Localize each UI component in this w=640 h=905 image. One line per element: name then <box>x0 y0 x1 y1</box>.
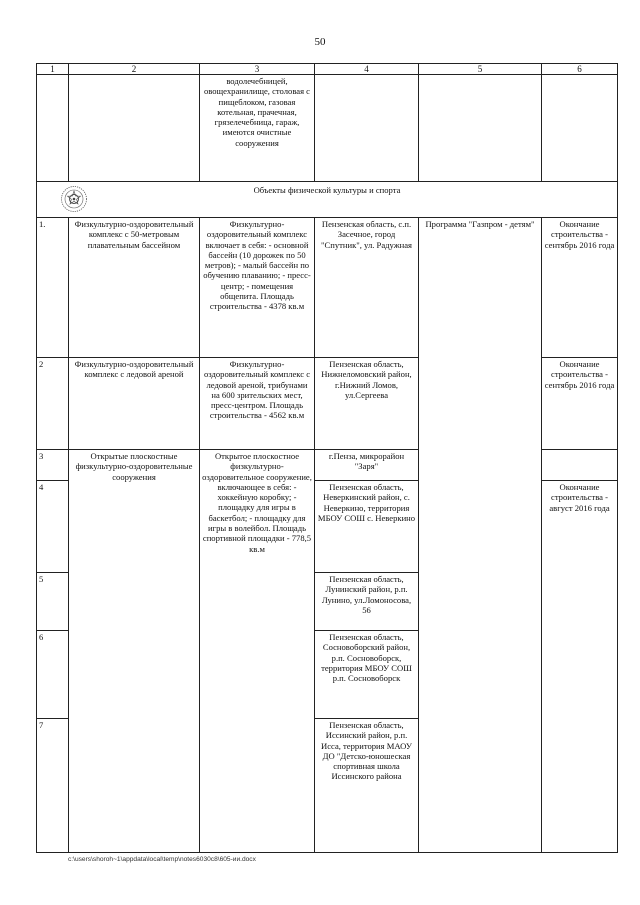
section-header-cell <box>37 182 618 218</box>
row-number: 3 <box>37 450 69 481</box>
cell-empty <box>37 75 69 182</box>
section-title: Объекты физической культуры и спорта <box>253 185 401 195</box>
column-header-2: 2 <box>69 64 200 75</box>
object-location: Пензенская область, Иссинский район, р.п. Исса, территория МАОУ ДО "Детско-юношеская спортивная школа Иссинского района <box>315 719 419 853</box>
cell-empty <box>69 75 200 182</box>
file-path-footer: c:\users\shoroh~1\appdata\local\temp\notes6030c8\605-ии.docx <box>68 856 256 863</box>
construction-deadline: Окончание строительства - сентябрь 2016 года <box>542 358 618 450</box>
stamp-emblem-icon <box>60 185 88 213</box>
row-number: 2 <box>37 358 69 450</box>
row-number: 5 <box>37 573 69 631</box>
row-number: 7 <box>37 719 69 853</box>
continuation-description: водолечебницей, овощехранилище, столовая с пищеблоком, газовая котельная, прачечная, грязелечебница, гараж, имеются очистные сооружения <box>200 75 315 182</box>
header-row <box>37 64 618 75</box>
continuation-row <box>37 75 618 182</box>
cell-empty <box>419 75 542 182</box>
cell-empty <box>315 75 419 182</box>
row-number: 4 <box>37 481 69 573</box>
object-description: Физкультурно-оздоровительный комплекс с ледовой ареной, трибунами на 600 зрительских мест, пресс-центром. Площадь строительства - 4562 кв.м <box>200 358 315 450</box>
object-location: Пензенская область, с.п. Засечное, город "Спутник", ул. Радужная <box>315 218 419 358</box>
column-header-5: 5 <box>419 64 542 75</box>
object-location: г.Пенза, микрорайон "Заря" <box>315 450 419 481</box>
object-description: Физкультурно-оздоровительный комплекс включает в себя: - основной бассейн (10 дорожек по 50 метров); - малый бассейн по обучению плаванию; - пресс-центр; - помещения общепита. Площадь строительства - 4378 кв.м <box>200 218 315 358</box>
object-location: Пензенская область, Лунинский район, р.п. Лунино, ул.Ломоносова, 56 <box>315 573 419 631</box>
funding-program: Программа "Газпром - детям" <box>419 218 542 853</box>
object-name: Открытые плоскостные физкультурно-оздоровительные сооружения <box>69 450 200 853</box>
objects-table <box>36 63 618 853</box>
object-location: Пензенская область, Нижнеломовский район, г.Нижний Ломов, ул.Сергеева <box>315 358 419 450</box>
section-row <box>37 182 618 218</box>
object-name: Физкультурно-оздоровительный комплекс с ледовой ареной <box>69 358 200 450</box>
object-location: Пензенская область, Сосновоборский район, р.п. Сосновоборск, территория МБОУ СОШ р.п. Сосновоборск <box>315 631 419 719</box>
object-name: Физкультурно-оздоровительный комплекс с 50-метровым плавательным бассейном <box>69 218 200 358</box>
cell-empty <box>542 75 618 182</box>
column-header-3: 3 <box>200 64 315 75</box>
table-row <box>37 218 618 358</box>
object-description: Открытое плоскостное физкультурно-оздоровительное сооружение, включающее в себя: - хоккейную коробку; - площадку для игры в баскетбол; - площадку для игры в волейбол. Площадь спортивной площадки - 778,5 кв.м <box>200 450 315 853</box>
column-header-6: 6 <box>542 64 618 75</box>
construction-deadline: Окончание строительства - сентябрь 2016 года <box>542 218 618 358</box>
column-header-1: 1 <box>37 64 69 75</box>
row-number: 6 <box>37 631 69 719</box>
construction-deadline: Окончание строительства - август 2016 года <box>542 481 618 853</box>
column-header-4: 4 <box>315 64 419 75</box>
cell-empty <box>542 450 618 481</box>
page-number: 50 <box>314 36 326 48</box>
row-number: 1. <box>37 218 69 358</box>
object-location: Пензенская область, Неверкинский район, с. Неверкино, территория МБОУ СОШ с. Неверкино <box>315 481 419 573</box>
